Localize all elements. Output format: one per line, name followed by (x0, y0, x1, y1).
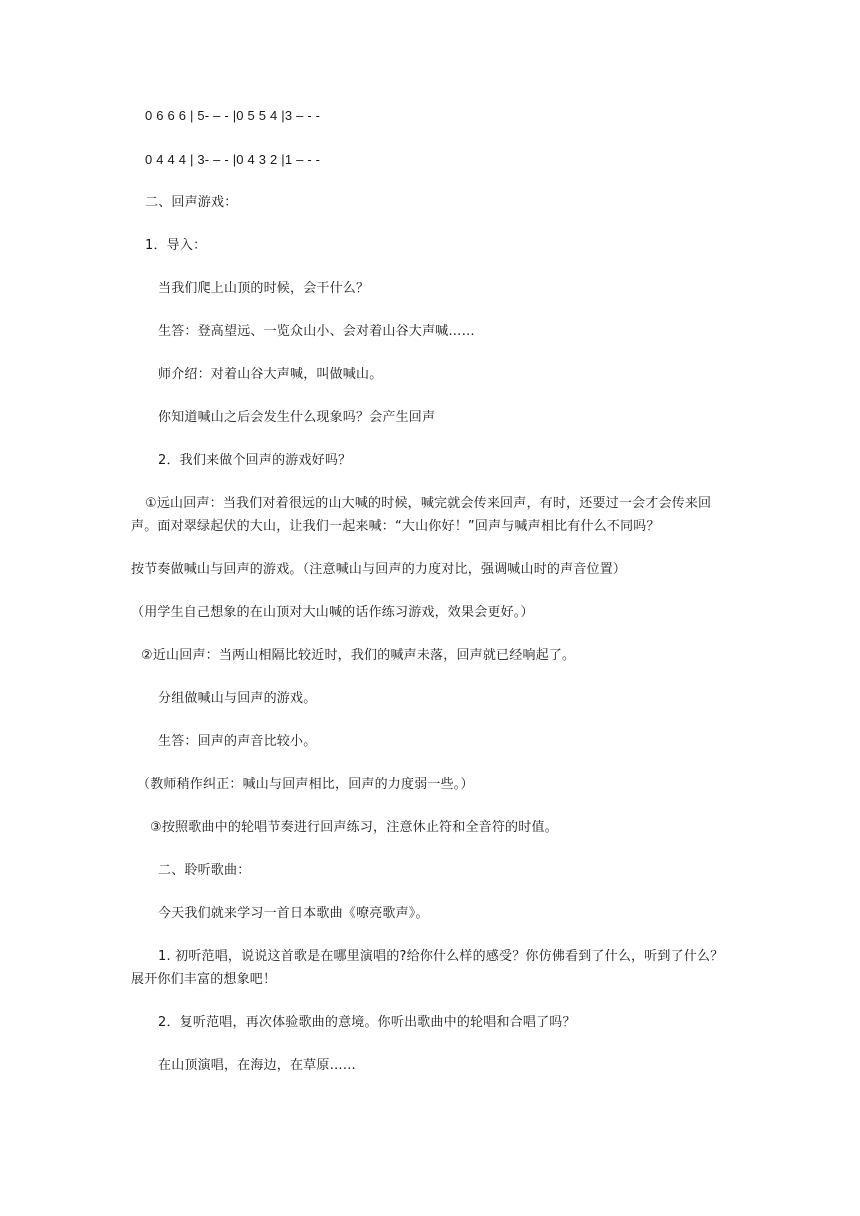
paragraph-answer-places: 在山顶演唱，在海边，在草原…… (158, 1058, 357, 1073)
paragraph-student-imagination: （用学生自己想象的在山顶对大山喊的话作练习游戏，效果会更好。） (131, 605, 534, 620)
notation-line-1: 0 6 6 6 | 5- – - |0 5 5 4 |3 – - - (145, 108, 321, 123)
paragraph-teacher-correction: （教师稍作纠正：喊山与回声相比，回声的力度弱一些。） (137, 777, 474, 792)
paragraph-first-listen-line-2: 展开你们丰富的想象吧！ (131, 972, 277, 987)
paragraph-song-intro: 今天我们就来学习一首日本歌曲《嘹亮歌声》。 (158, 906, 429, 921)
paragraph-echo-question: 你知道喊山之后会发生什么现象吗？会产生回声 (158, 410, 436, 425)
paragraph-group-game: 分组做喊山与回声的游戏。 (158, 691, 317, 706)
paragraph-teacher-intro: 师介绍：对着山谷大声喊，叫做喊山。 (158, 367, 383, 382)
section-heading-echo-game: 二、回声游戏： (145, 195, 238, 210)
step-echo-game-heading: 2．我们来做个回声的游戏好吗？ (158, 453, 352, 468)
paragraph-first-listen-line-1: 1. 初听范唱，说说这首歌是在哪里演唱的?给你什么样的感受？你仿佛看到了什么，听到了什么？ (158, 949, 724, 964)
paragraph-student-answer: 生答：登高望远、一览众山小、会对着山谷大声喊…… (158, 324, 475, 339)
paragraph-rhythm-game: 按节奏做喊山与回声的游戏。（注意喊山与回声的力度对比，强调喊山时的声音位置） (131, 562, 627, 577)
notation-line-2: 0 4 4 4 | 3- – - |0 4 3 2 |1 – - - (145, 152, 321, 167)
paragraph-far-echo-line-2: 声。面对翠绿起伏的大山，让我们一起来喊：“大山你好！”回声与喊声相比有什么不同吗？ (131, 519, 660, 534)
step-intro-heading: 1．导入： (145, 238, 207, 253)
paragraph-student-answer-2: 生答：回声的声音比较小。 (158, 734, 317, 749)
paragraph-canon-practice: ③按照歌曲中的轮唱节奏进行回声练习，注意休止符和全音符的时值。 (150, 820, 558, 835)
paragraph-question: 当我们爬上山顶的时候，会干什么？ (158, 281, 370, 296)
paragraph-far-echo-line-1: ①远山回声：当我们对着很远的山大喊的时候，喊完就会传来回声，有时，还要过一会才会传来回 (145, 496, 712, 511)
paragraph-near-echo: ②近山回声：当两山相隔比较近时，我们的喊声未落，回声就已经响起了。 (141, 648, 576, 663)
section-heading-listen: 二、聆听歌曲： (158, 863, 251, 878)
paragraph-second-listen: 2．复听范唱，再次体验歌曲的意境。你听出歌曲中的轮唱和合唱了吗？ (158, 1015, 576, 1030)
